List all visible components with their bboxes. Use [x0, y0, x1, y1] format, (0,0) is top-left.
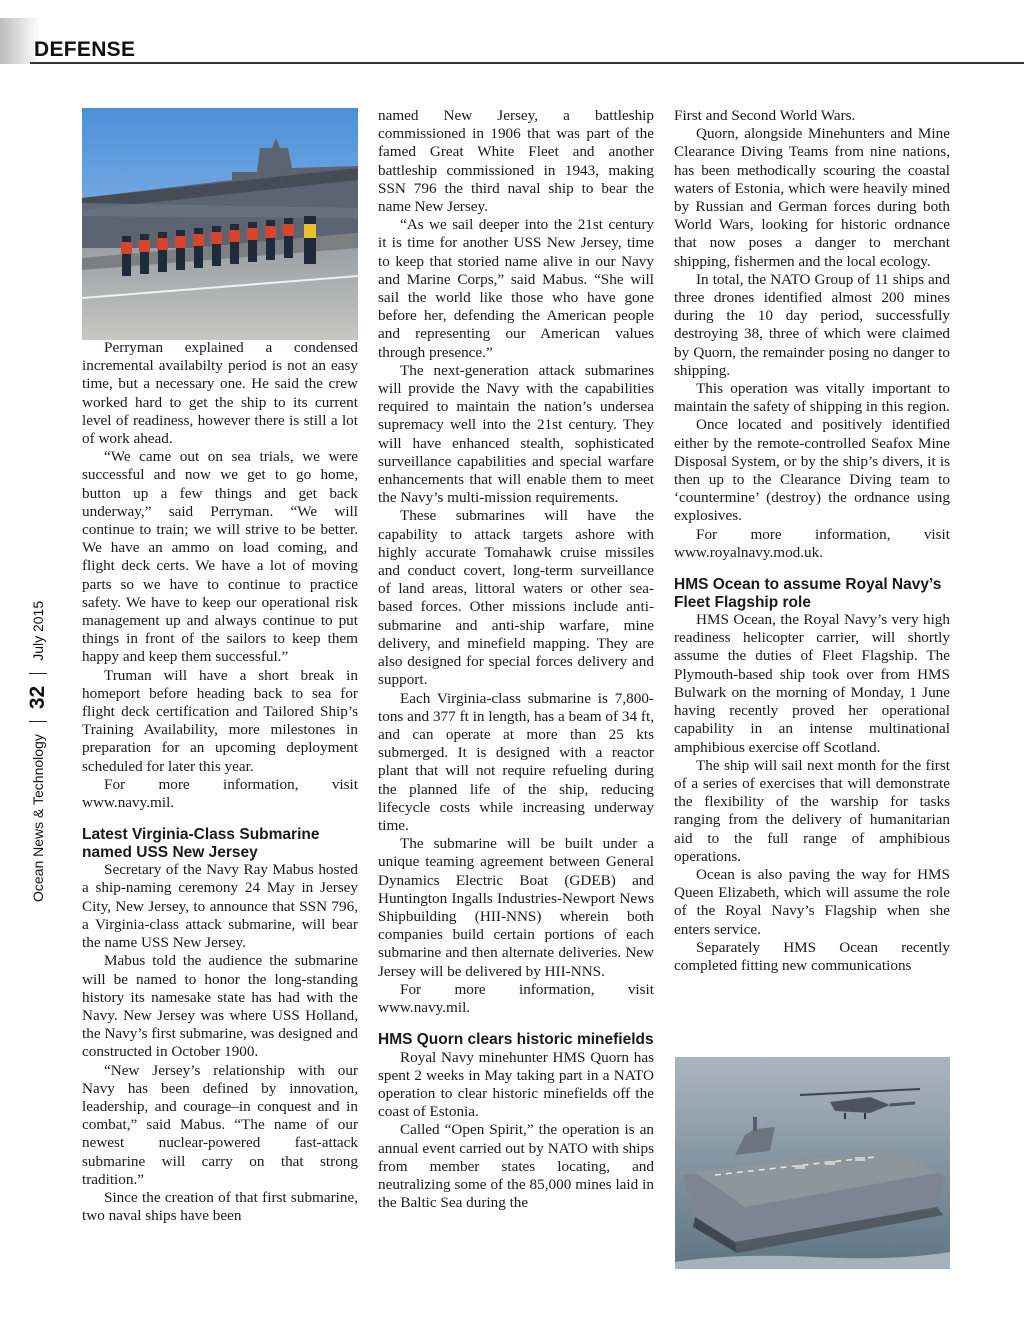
paragraph: Once located and positively identified either by the remote-controlled Seafox Mine Disposal System, or by the ship’s divers, it is then up to the Clearance Diving team to ‘countermine’ (destroy) the ordnance using explosives. [674, 416, 950, 525]
paragraph: “We came out on sea trials, we were successful and now we get to go home, button up a few things and get back underway,” said Perryman. “We will continue to train; we will strive to be better. We have an ammo on load coming, and flight deck certs. We have a lot of moving parts so we have to continue to practice safety. We have to keep our operational risk management up and always continue to put things in front of the sailors to keep them happy and keep them successful.” [82, 448, 358, 666]
article-column-1 [82, 339, 358, 1225]
paragraph: First and Second World Wars. [674, 107, 856, 124]
publication-name: Ocean News & Technology [30, 734, 46, 902]
paragraph: Since the creation of that first submarine, two naval ships have been [82, 1188, 358, 1225]
more-info-link[interactable]: For more information, visit www.royalnavy.mod.uk. [674, 525, 950, 561]
article-column-2 [378, 107, 654, 1212]
paragraph: “As we sail deeper into the 21st century it is time for another USS New Jersey, time to keep that storied name alive in our Navy and Marine Corps,” said Mabus. “She will sail the world like those who have gone before her, defending the American people and representing our American values through presence.” [378, 216, 654, 361]
paragraph: Ocean is also paving the way for HMS Queen Elizabeth, which will assume the role of the Royal Navy’s Flagship when she enters service. [674, 865, 950, 938]
paragraph: Called “Open Spirit,” the operation is an annual event carried out by NATO with ships from member states locating, and neutralizing some of the 85,000 mines laid in the Baltic Sea during the [378, 1121, 654, 1212]
paragraph: These submarines will have the capability to attack targets ashore with highly accurate Tomahawk cruise missiles and conduct covert, long-term surveillance of land areas, littoral waters or other sea-based forces. Other missions include anti-submarine and anti-ship warfare, mine delivery, and minefield mapping. They are also designed for special forces delivery and support. [378, 507, 654, 689]
paragraph: Royal Navy minehunter HMS Quorn has spent 2 weeks in May taking part in a NATO operation to clear historic minefields off the coast of Estonia. [378, 1048, 654, 1121]
paragraph: HMS Ocean, the Royal Navy’s very high readiness helicopter carrier, will shortly assume the duties of Fleet Flagship. The Plymouth-based ship took over from HMS Bulwark on the morning of Monday, 1 June having recently proved her operational capability in an intense multinational amphibious exercise off Scotland. [674, 611, 950, 756]
more-info-link[interactable]: For more information, visit www.navy.mil. [378, 980, 654, 1016]
paragraph: The ship will sail next month for the first of a series of exercises that will demonstrate the flexibility of the warship for tasks ranging from the delivery of humanitarian aid to the full range of amphibious operations. [674, 756, 950, 865]
folio-divider [29, 673, 47, 674]
helicopter-carrier-photo [675, 1057, 950, 1269]
section-header [0, 18, 1024, 64]
article-heading: HMS Ocean to assume Royal Navy’s Fleet Flagship role [674, 576, 942, 611]
paragraph: Perryman explained a condensed incremental availabilty period is not an easy time, but a necessary one. He said the crew worked hard to get the ship to its current level of readiness, however there is still a lot of work ahead. [82, 339, 358, 448]
section-label: DEFENSE [34, 38, 136, 61]
paragraph: Each Virginia-class submarine is 7,800-tons and 377 ft in length, has a beam of 34 ft, and can operate at more than 25 kts submerged. It is designed with a reactor plant that will not require refueling during the planned life of the ship, reducing lifecycle costs while increasing underway time. [378, 689, 654, 834]
paragraph: The next-generation attack submarines will provide the Navy with the capabilities required to maintain the nation’s undersea supremacy well into the 21st century. They will have enhanced stealth, sophisticated surveillance capabilities and special warfare enhancements that will enable them to meet the Navy’s multi-mission requirements. [378, 361, 654, 507]
paragraph: Mabus told the audience the submarine will be named to honor the long-standing history its namesake state has had with the Navy. New Jersey was where USS Holland, the Navy’s first submarine, was designed and constructed in October 1900. [82, 952, 358, 1061]
paragraph: Truman will have a short break in homeport before heading back to sea for flight deck certification and Tailored Ship’s Training Availability, more milestones in preparation for an upcoming deployment scheduled for later this year. [82, 666, 358, 775]
aircraft-carrier-photo [82, 108, 358, 340]
paragraph: In total, the NATO Group of 11 ships and three drones identified almost 200 mines during the 10 day period, successfully destroying 38, three of which were claimed by Quorn, the remainder posing no danger to shipping. [674, 270, 950, 379]
paragraph: “New Jersey’s relationship with our Navy has been defined by innovation, leadership, and courage–in conquest and in combat,” said Mabus. “The name of our newest nuclear-powered fast-attack submarine will carry on that strong tradition.” [82, 1061, 358, 1188]
article-heading: Latest Virginia-Class Submarine named USS New Jersey [82, 826, 320, 861]
paragraph: The submarine will be built under a unique teaming agreement between General Dynamics Electric Boat (GDEB) and Huntington Ingalls Industries-Newport News Shipbuilding (HII-NNS) wherein both companies build certain portions of each submarine and then alternate deliveries. New Jersey will be delivered by HII-NNS. [378, 835, 654, 980]
article-column-3 [674, 107, 950, 975]
folio-divider [29, 721, 47, 722]
page-number: 32 [26, 685, 49, 710]
article-heading: HMS Quorn clears historic minefields [378, 1031, 654, 1049]
paragraph: Quorn, alongside Minehunters and Mine Clearance Diving Teams from nine nations, has been methodically scouring the coastal waters of Estonia, which were heavily mined by Russian and German forces during both World Wars, looking for historic ordnance that now poses a danger to merchant shipping, fishermen and the local ecology. [674, 125, 950, 270]
paragraph: named New Jersey, a battleship commissioned in 1906 that was part of the famed Great White Fleet and another battleship commissioned in 1943, making SSN 796 the third naval ship to bear the name New Jersey. [378, 107, 654, 216]
paragraph: Secretary of the Navy Ray Mabus hosted a ship-naming ceremony 24 May in Jersey City, New Jersey, to announce that SSN 796, a Virginia-class attack submarine, will bear the name USS New Jersey. [82, 861, 358, 952]
folio [18, 560, 58, 920]
paragraph: This operation was vitally important to maintain the safety of shipping in this region. [674, 380, 950, 416]
issue-date: July 2015 [30, 600, 46, 661]
header-rule [30, 62, 1024, 64]
paragraph: Separately HMS Ocean recently completed fitting new communications [674, 938, 950, 974]
more-info-link[interactable]: For more information, visit www.navy.mil. [82, 775, 358, 812]
